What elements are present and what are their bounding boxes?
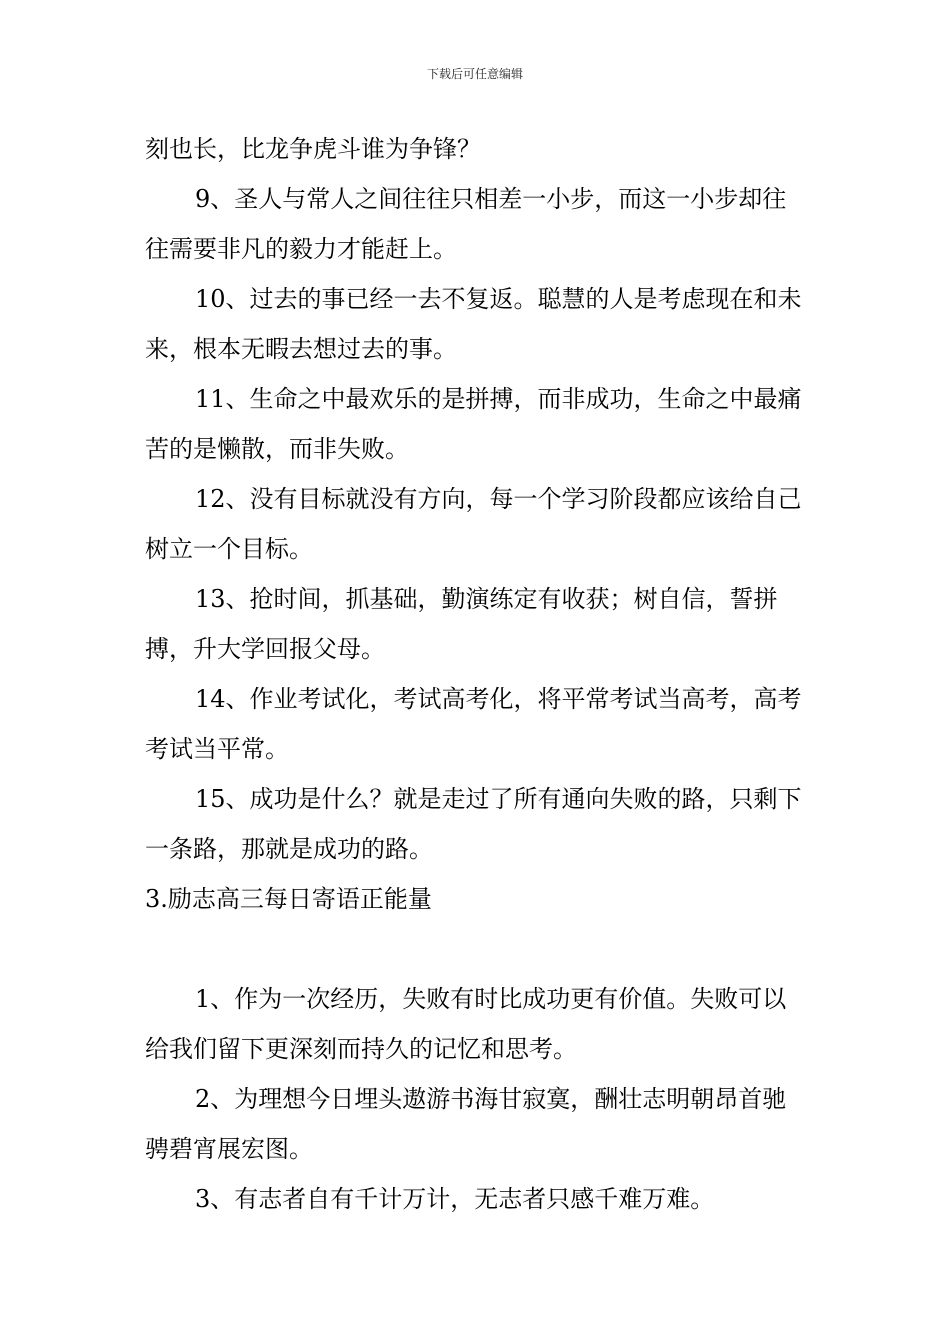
list-item: 3、有志者自有千计万计，无志者只感千难万难。 [195,1185,715,1213]
section-heading: 3.励志高三每日寄语正能量 [145,885,432,913]
list-item: 10、过去的事已经一去不复返。聪慧的人是考虑现在和未来，根本无暇去想过去的事。 [145,285,802,363]
list-item: 2、为理想今日埋头遨游书海甘寂寞，酬壮志明朝昂首驰骋碧宵展宏图。 [145,1085,787,1163]
list-item: 9、圣人与常人之间往往只相差一小步，而这一小步却往往需要非凡的毅力才能赶上。 [145,185,787,263]
list-item: 11、生命之中最欢乐的是拼搏，而非成功，生命之中最痛苦的是懒散，而非失败。 [145,385,802,463]
list-item: 1、作为一次经历，失败有时比成功更有价值。失败可以给我们留下更深刻而持久的记忆和思考。 [145,985,787,1063]
document-body [145,124,807,1224]
list-item: 13、抢时间，抓基础，勤演练定有收获；树自信，誓拼搏，升大学回报父母。 [145,585,778,663]
page-header: 下载后可任意编辑 [426,67,523,81]
list-item: 15、成功是什么？就是走过了所有通向失败的路，只剩下一条路，那就是成功的路。 [145,785,802,863]
blank-line [145,924,807,974]
list-item: 12、没有目标就没有方向，每一个学习阶段都应该给自己树立一个目标。 [145,485,802,563]
list-item: 14、作业考试化，考试高考化，将平常考试当高考，高考考试当平常。 [145,685,802,763]
continuation-paragraph: 刻也长，比龙争虎斗谁为争锋？ [145,135,481,163]
